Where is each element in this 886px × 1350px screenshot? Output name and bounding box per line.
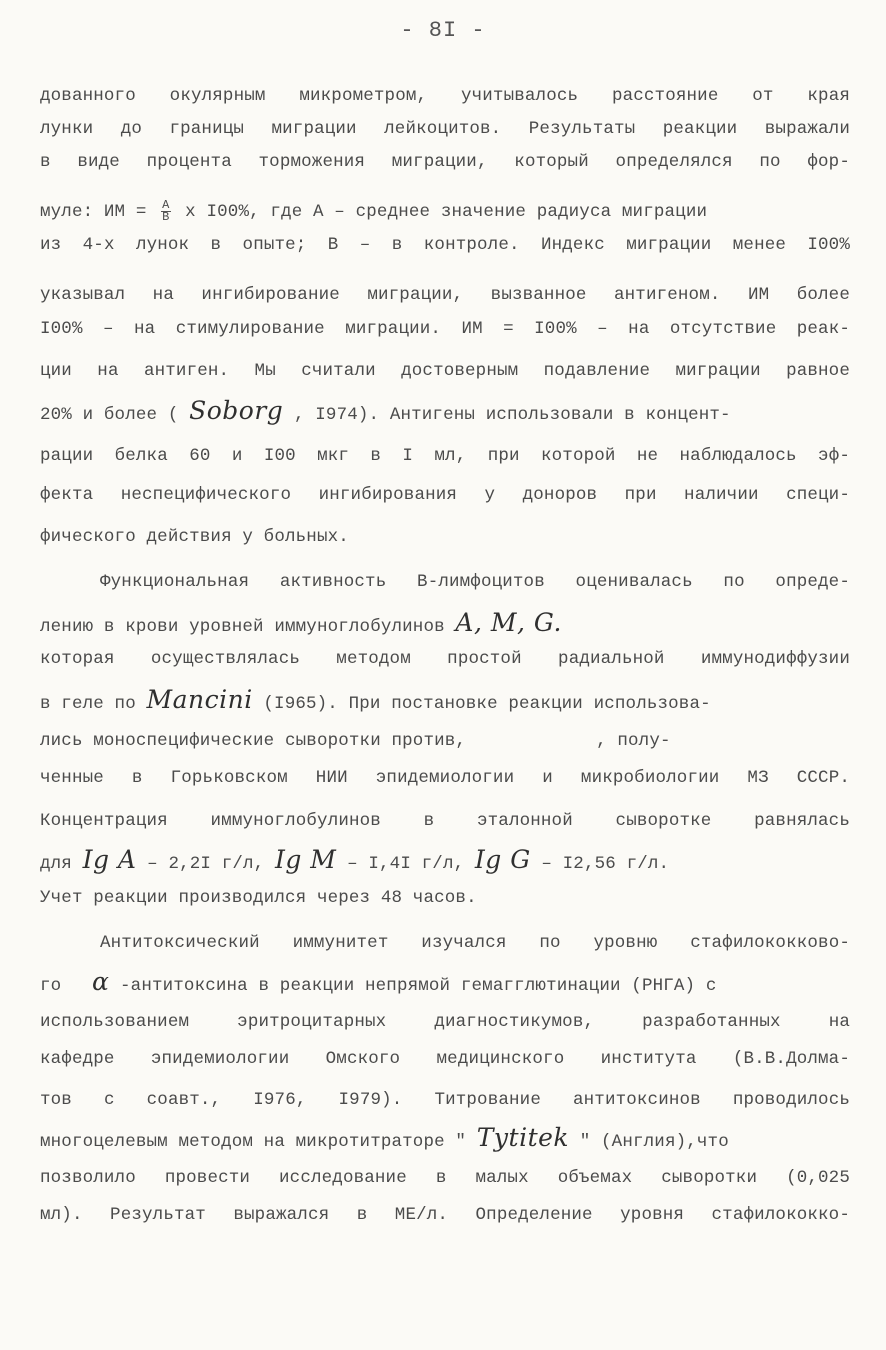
text-fragment: – I,4I г/л, [336,854,475,874]
text-fragment: -антитоксина в реакции непрямой гемагглютинации (РНГА) с [109,976,717,996]
text-line: мл). Результат выражался в МЕ/л. Определение уровня стафилококко- [40,1205,850,1225]
text-line [40,965,850,1003]
handwritten-ig-g: Ig G [474,845,531,874]
text-fragment: го [40,976,72,996]
text-line [40,394,850,432]
fraction-numerator: A [162,197,170,212]
text-fragment: x I00%, где А – среднее значение радиуса миграции [174,202,708,222]
fraction-denominator: B [162,209,170,224]
handwritten-ig-a: Ig A [82,845,137,874]
formula-fraction [161,197,170,224]
text-line: рации белка 60 и I00 мкг в I мл, при которой не наблюдалось эф- [40,446,850,466]
text-fragment: лись моноспецифические сыворотки против, [40,731,467,751]
text-line: использованием эритроцитарных диагностикумов, разработанных на [40,1012,850,1032]
text-fragment: – I2,56 г/л. [530,854,670,874]
text-line [40,683,850,721]
text-line: кафедре эпидемиологии Омского медицинского института (В.В.Долма- [40,1049,850,1069]
text-line: фического действия у больных. [40,527,349,547]
text-line: в виде процента торможения миграции, который определялся по фор- [40,152,850,172]
handwritten-author-name: Mancini [146,685,253,714]
handwritten-ig-m: Ig M [274,845,337,874]
text-fragment: , полу- [596,731,671,751]
text-line: лунки до границы миграции лейкоцитов. Результаты реакции выражали [40,119,850,139]
text-line: тов с соавт., I976, I979). Титрование антитоксинов проводилось [40,1090,850,1110]
text-line: I00% – на стимулирование миграции. ИМ = I00% – на отсутствие реак- [40,319,850,339]
text-line [40,1121,850,1159]
handwritten-device-name: Tytitek [476,1123,570,1152]
text-fragment: , I974). Антигены использовали в концент- [283,405,731,425]
handwritten-author-name: Soborg [189,396,284,425]
text-fragment: – 2,2I г/л, [136,854,275,874]
text-line: дованного окулярным микрометром, учитывалось расстояние от края [40,86,850,106]
text-line: из 4-х лунок в опыте; В – в контроле. Индекс миграции менее I00% [40,235,850,255]
text-fragment: " (Англия),что [569,1132,729,1152]
text-line: Учет реакции производился через 48 часов. [40,888,477,908]
text-line: ции на антиген. Мы считали достоверным подавление миграции равное [40,361,850,381]
text-line [40,606,850,644]
handwritten-alpha-symbol: α [91,967,110,996]
text-line [40,843,850,881]
text-fragment: лению в крови уровней иммуноглобулинов [40,617,456,637]
text-line: Концентрация иммуноглобулинов в эталонной сыворотке равнялась [40,811,850,831]
formula-line [40,196,850,229]
text-fragment: 20% и более ( [40,405,190,425]
text-fragment: в геле по [40,694,147,714]
text-line [40,725,850,758]
text-line: которая осуществлялась методом простой радиальной иммунодиффузии [40,649,850,669]
text-fragment: муле: ИМ = [40,202,158,222]
text-fragment: многоцелевым методом на микротитраторе " [40,1132,477,1152]
text-fragment: для [40,854,83,874]
text-line: фекта неспецифического ингибирования у доноров при наличии специ- [40,485,850,505]
text-line: Функциональная активность В-лимфоцитов оценивалась по опреде- [100,572,850,592]
text-line: позволило провести исследование в малых объемах сыворотки (0,025 [40,1168,850,1188]
text-fragment: (I965). При постановке реакции использова- [252,694,711,714]
handwritten-immunoglobulin-classes: A, M, G. [455,608,562,637]
text-line: ченные в Горьковском НИИ эпидемиологии и микробиологии МЗ СССР. [40,768,850,788]
page-number: - 8I - [400,18,486,43]
text-line: Антитоксический иммунитет изучался по уровню стафилококково- [100,933,850,953]
text-line: указывал на ингибирование миграции, вызванное антигеном. ИМ более [40,285,850,305]
